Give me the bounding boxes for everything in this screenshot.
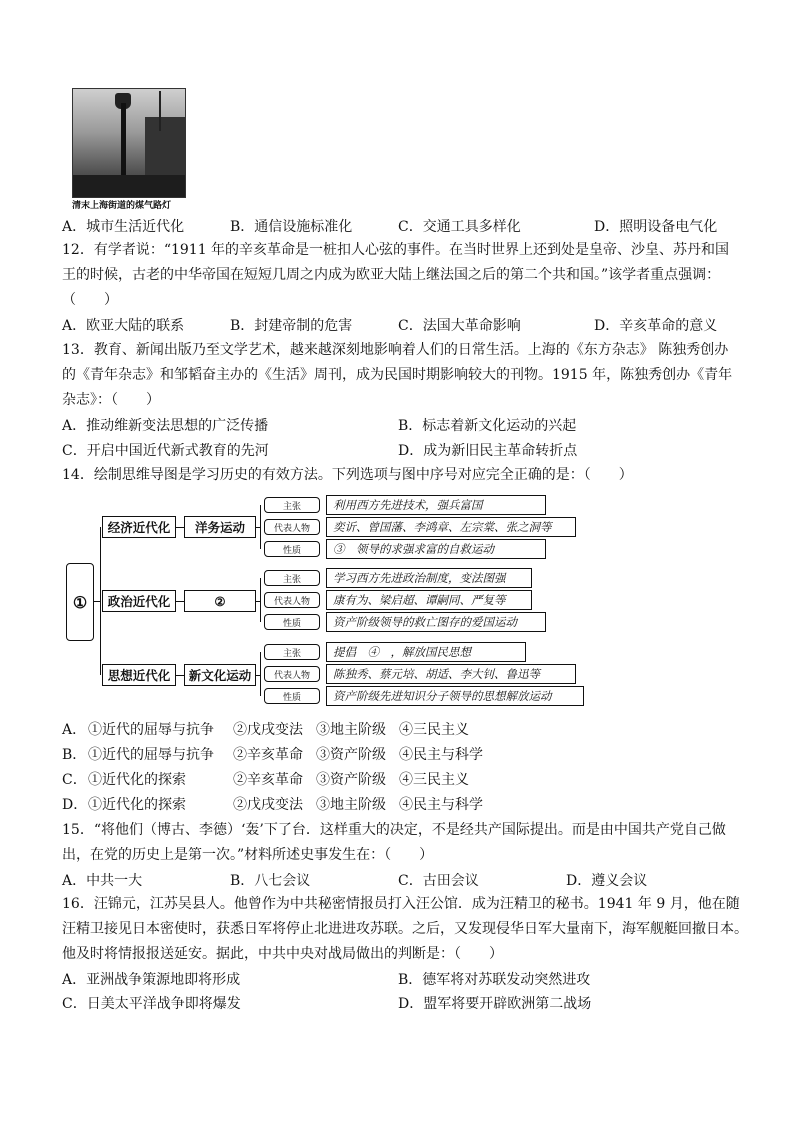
q15-stem-line2: 出，在党的历史上是第一次。”材料所述史事发生在：（ ） [62,847,434,863]
photo-caption: 清末上海街道的煤气路灯 [72,201,172,211]
branch2-fork-link [256,601,260,602]
q14-d-3: ③地主阶级 [316,797,386,813]
q12-option-d[interactable]: D．辛亥革命的意义 [594,318,718,334]
q14-a-3: ③地主阶级 [316,722,386,738]
movement-yangwu: 洋务运动 [184,516,256,538]
q16-option-a[interactable]: A．亚洲战争策源地即将形成 [62,972,241,988]
q11-option-a[interactable]: A．城市生活近代化 [62,219,185,235]
q14-d-2: ②戊戌变法 [233,797,303,813]
q11-option-c[interactable]: C．交通工具多样化 [398,219,521,235]
q16-option-c[interactable]: C．日美太平洋战争即将爆发 [62,996,241,1012]
b2-nature-text: 资产阶级领导的救亡图存的爱国运动 [326,612,546,632]
q12-option-b[interactable]: B．封建帝制的危害 [230,318,353,334]
b2-tag-people: 代表人物 [264,592,320,608]
b1-tag-people: 代表人物 [264,519,320,535]
b3-tag-claim: 主张 [264,644,320,660]
q15-option-d[interactable]: D．遵义会议 [566,873,648,889]
b3-tag-people: 代表人物 [264,666,320,682]
q15-option-a[interactable]: A．中共一大 [62,873,143,889]
q14-d-4: ④民主与科学 [399,797,483,813]
q12-stem-line1: 12．有学者说：“1911 年的辛亥革命是一桩扣人心弦的事件。在当时世界上还到处是皇帝、沙皇、苏丹和国 [62,242,730,258]
q14-stem: 14．绘制思维导图是学习历史的有效方法。下列选项与图中序号对应完全正确的是：（ ） [62,467,633,483]
branch3-fork [260,652,261,696]
branch1-connector [176,527,184,528]
q12-option-a[interactable]: A．欧亚大陆的联系 [62,318,185,334]
b1-claim-text: 利用西方先进技术，强兵富国 [326,495,546,515]
root-trunk [100,527,101,675]
q14-a-2: ②戊戌变法 [233,722,303,738]
q16-option-d[interactable]: D．盟军将要开辟欧洲第二战场 [398,996,592,1012]
q14-c-1: ①近代化的探索 [88,772,186,788]
q14-d-1: ①近代化的探索 [88,797,186,813]
photo-building [145,117,185,177]
branch3-fork-link [256,675,260,676]
streetlamp-pole [121,103,126,183]
q16-stem-line1: 16．汪锦元，江苏吴县人。他曾作为中共秘密情报员打入汪公馆．成为汪精卫的秘书。1941 年 9 月，他在随 [62,896,740,912]
q14-a-1: ①近代的屈辱与抗争 [88,722,214,738]
b3-claim-text: 提倡 ④ ，解放国民思想 [326,642,526,662]
q14-b-1: ①近代的屈辱与抗争 [88,747,214,763]
q13-option-d[interactable]: D．成为新旧民主革命转折点 [398,443,578,459]
q16-option-b[interactable]: B．德军将对苏联发动突然进攻 [398,972,591,988]
b3-nature-text: 资产阶级先进知识分子领导的思想解放运动 [326,686,584,706]
q14-c-3: ③资产阶级 [316,772,386,788]
b2-people-text: 康有为、梁启超、谭嗣同、严复等 [326,590,532,610]
q14-c-4: ④三民主义 [399,772,469,788]
b2-claim-text: 学习西方先进政治制度，变法图强 [326,568,532,588]
q13-option-c[interactable]: C．开启中国近代新式教育的先河 [62,443,269,459]
q16-stem-line2: 汪精卫接见日本密使时，获悉日军将停止北进进攻苏联。之后，又发现侵华日军大量南下，海军舰艇回撤日本。 [62,921,748,937]
q14-a-4: ④三民主义 [399,722,469,738]
q11-option-b[interactable]: B．通信设施标准化 [230,219,353,235]
b1-tag-nature: 性质 [264,541,320,557]
b3-people-text: 陈独秀、蔡元培、胡适、李大钊、鲁迅等 [326,664,576,684]
branch-ideological: 思想近代化 [102,664,176,686]
q14-c-letter: C． [62,772,87,788]
q14-b-letter: B． [62,747,87,763]
b2-tag-nature: 性质 [264,614,320,630]
branch1-fork-link [256,527,260,528]
movement-blank-2: ② [184,590,256,612]
q14-b-4: ④民主与科学 [399,747,483,763]
q12-stem-line3: （ ） [62,292,118,308]
branch1-fork [260,505,261,549]
q13-option-a[interactable]: A．推动维新变法思想的广泛传播 [62,418,269,434]
q16-stem-line3: 他及时将情报报送延安。据此，中共中央对战局做出的判断是：（ ） [62,946,503,962]
photo-ground [73,175,185,197]
q11-option-d[interactable]: D．照明设备电气化 [594,219,718,235]
movement-new-culture: 新文化运动 [184,664,256,686]
b1-tag-claim: 主张 [264,497,320,513]
b2-tag-claim: 主张 [264,570,320,586]
b1-nature-text: ③ 领导的求强求富的自救运动 [326,539,546,559]
q13-stem-line3: 杂志》：（ ） [62,392,160,408]
q14-b-2: ②辛亥革命 [233,747,303,763]
map-root-box: ① [66,563,94,641]
branch-economic: 经济近代化 [102,516,176,538]
photo-mast [159,91,161,131]
q13-option-b[interactable]: B．标志着新文化运动的兴起 [398,418,577,434]
branch3-connector [176,675,184,676]
q14-a-letter: A． [62,722,87,738]
q14-c-2: ②辛亥革命 [233,772,303,788]
b3-tag-nature: 性质 [264,688,320,704]
q14-d-letter: D． [62,797,88,813]
q15-stem-line1: 15．“将他们（博古、李德）‘轰’下了台．这样重大的决定，不是经共产国际提出。而是由中国共产党自己做 [62,822,726,838]
b1-people-text: 奕䜣、曾国藩、李鸿章、左宗棠、张之洞等 [326,517,576,537]
branch-political: 政治近代化 [102,590,176,612]
q13-stem-line2: 的《青年杂志》和邹韬奋主办的《生活》周刊，成为民国时期影响较大的刊物。1915 年，陈独秀创办《青年 [62,367,733,383]
branch2-connector [176,601,184,602]
q15-option-b[interactable]: B．八七会议 [230,873,311,889]
q15-option-c[interactable]: C．古田会议 [398,873,479,889]
gas-streetlamp-photo [72,88,186,198]
q13-stem-line1: 13．教育、新闻出版乃至文学艺术，越来越深刻地影响着人们的日常生活。上海的《东方杂志》 陈独秀创办 [62,342,729,358]
q12-option-c[interactable]: C．法国大革命影响 [398,318,521,334]
branch2-fork [260,578,261,622]
q14-b-3: ③资产阶级 [316,747,386,763]
q12-stem-line2: 王的时候，古老的中华帝国在短短几周之内成为欧亚大陆上继法国之后的第二个共和国。”该学者重点强调： [62,267,721,283]
